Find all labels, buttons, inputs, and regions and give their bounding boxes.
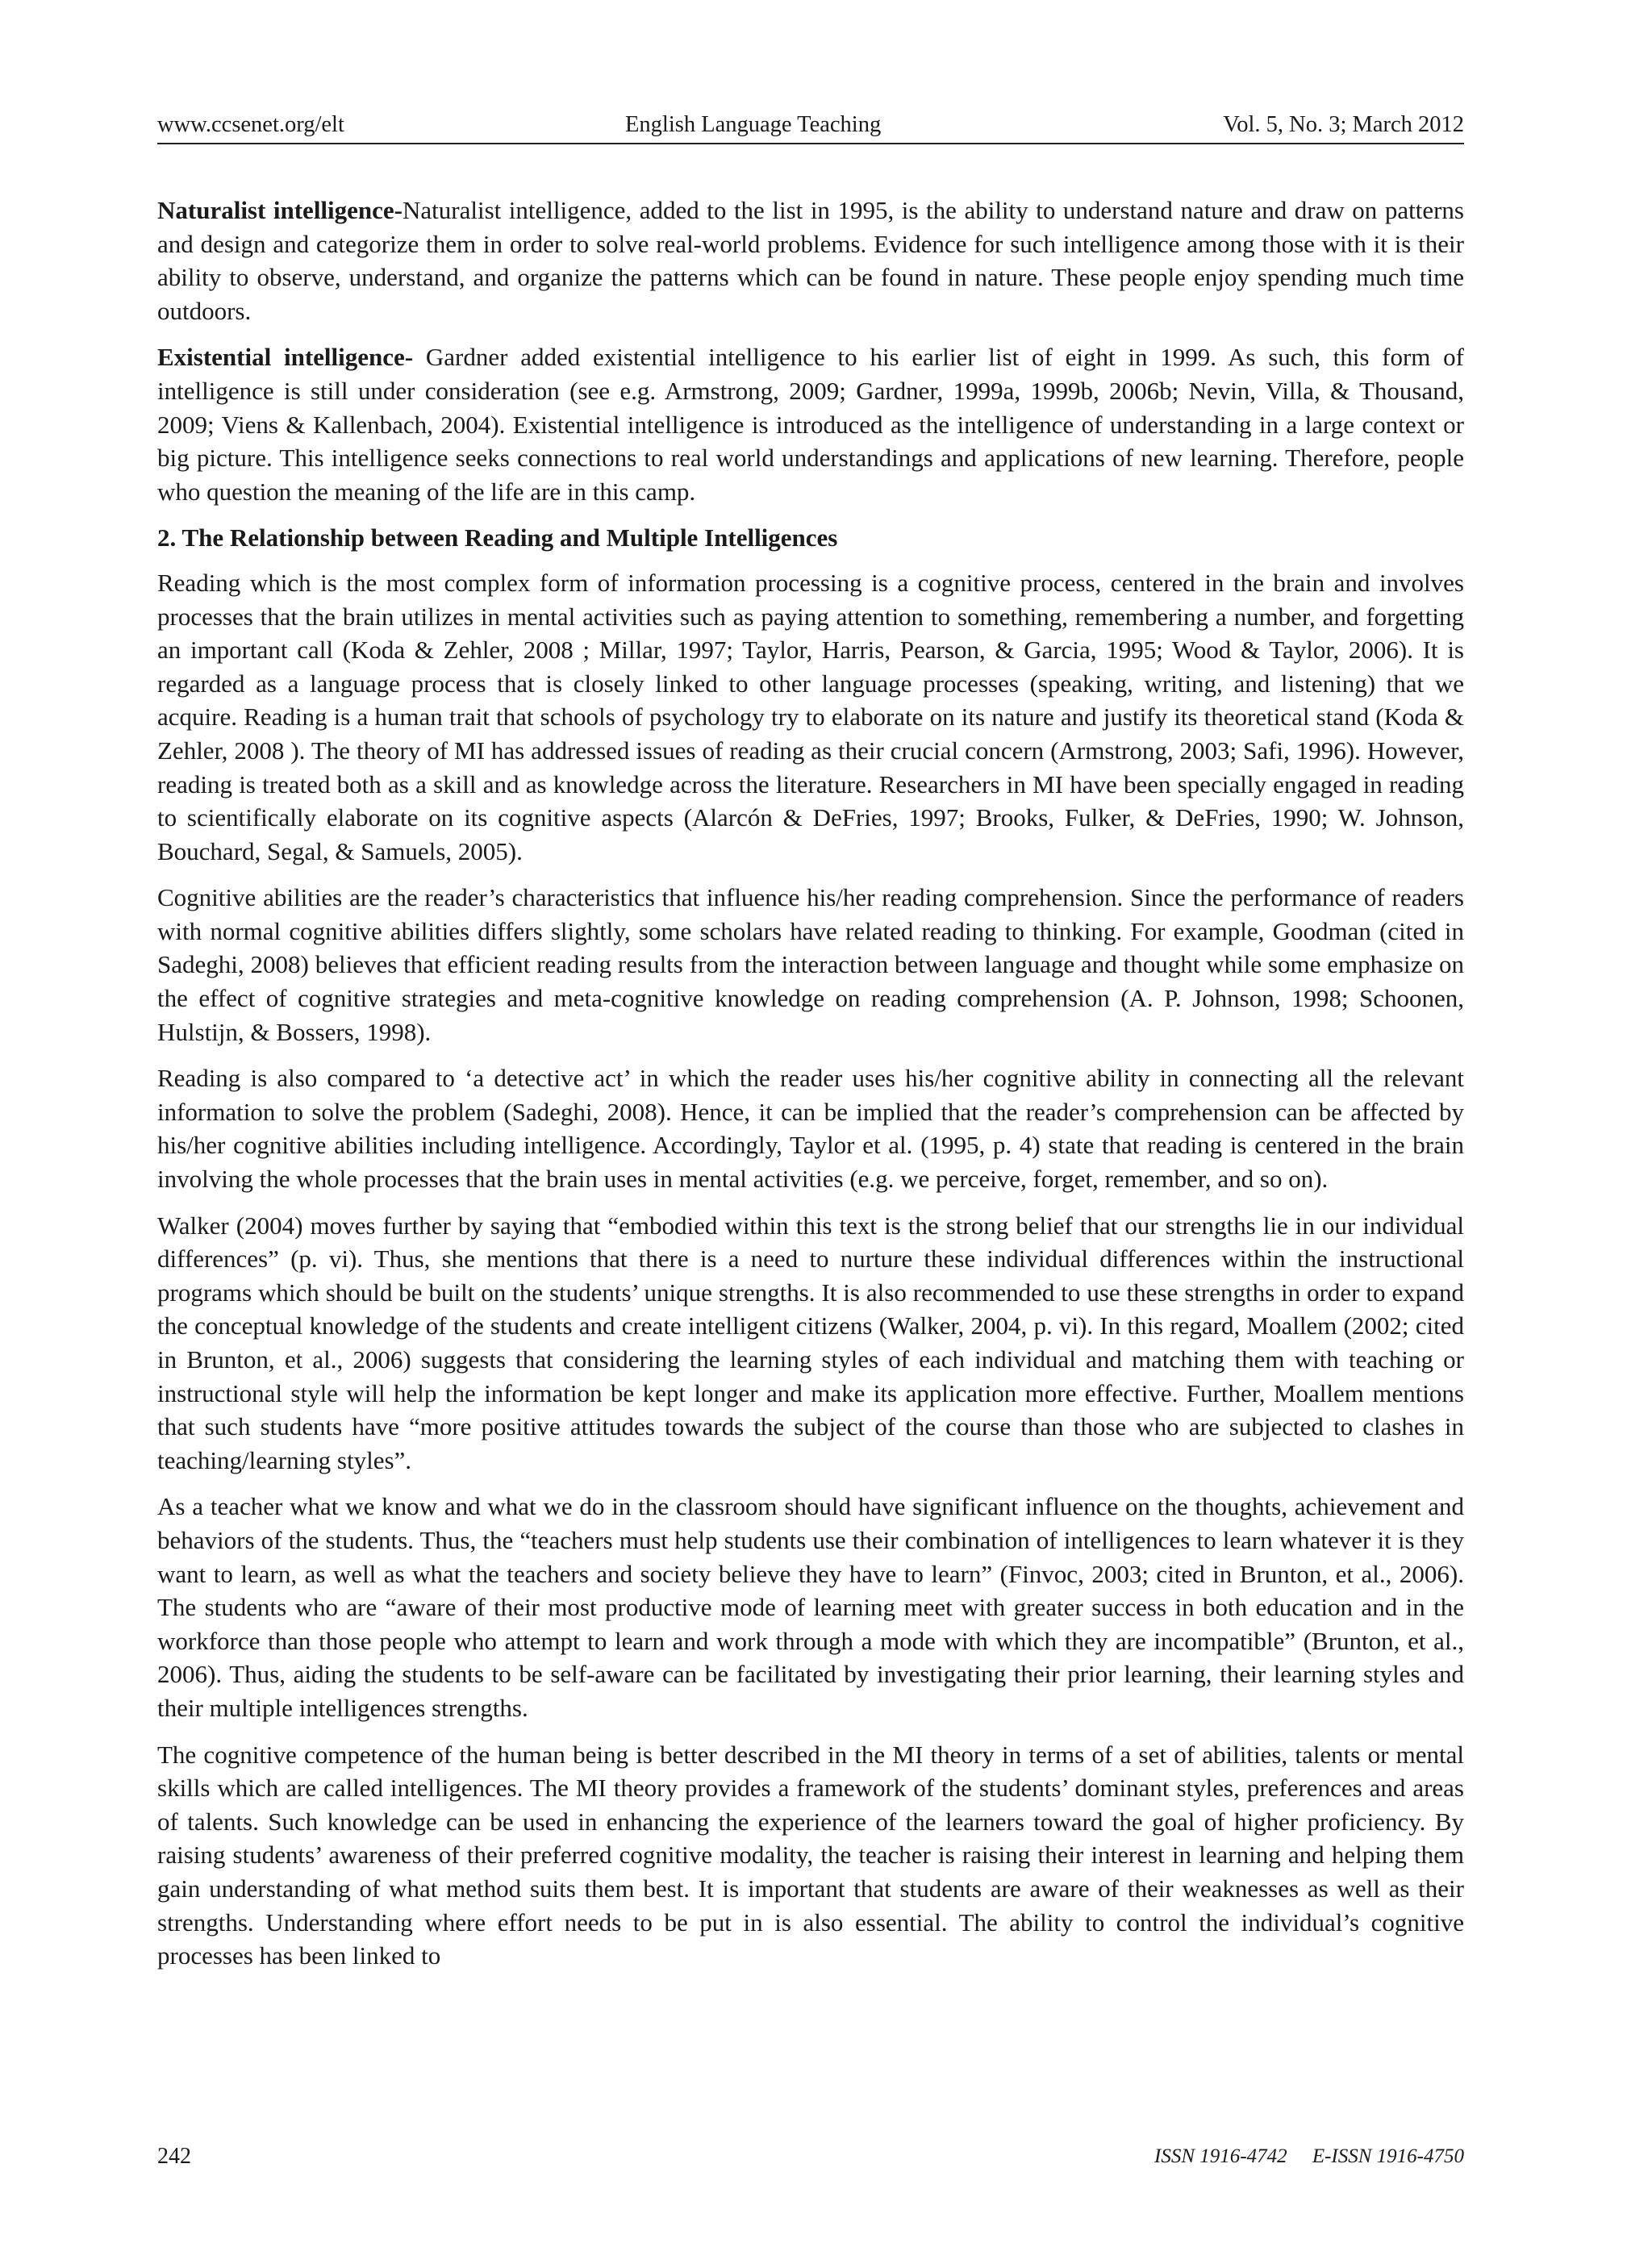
article-body: [157, 194, 1464, 1986]
paragraph: Cognitive abilities are the reader’s characteristics that influence his/her reading comprehension. Since the performance of readers with normal cognitive abilities differs slightly, some scholars have related reading to thinking. For example, Goodman (cited in Sadeghi, 2008) believes that efficient reading results from the interaction between language and thought while some emphasize on the effect of cognitive strategies and meta-cognitive knowledge on reading comprehension (A. P. Johnson, 1998; Schoonen, Hulstijn, & Bossers, 1998).: [157, 883, 1464, 1046]
journal-url: www.ccsenet.org/elt: [157, 112, 344, 137]
paragraph: The cognitive competence of the human being is better described in the MI theory in terms of a set of abilities, talents or mental skills which are called intelligences. The MI theory provides a framework of the students’ dominant styles, preferences and areas of talents. Such knowledge can be used in enhancing the experience of the learners toward the goal of higher proficiency. By raising students’ awareness of their preferred cognitive modality, the teacher is raising their interest in learning and helping them gain understanding of what method suits them best. It is important that students are aware of their weaknesses as well as their strengths. Understanding where effort needs to be put in is also essential. The ability to control the individual’s cognitive processes has been linked to: [157, 1740, 1464, 1970]
paragraph-naturalist-text: Naturalist intelligence, added to the list in 1995, is the ability to understand nature and draw on patterns and design and categorize them in order to solve real-world problems. Evidence for such intelligence among those with it is their ability to observe, understand, and organize the patterns which can be found in nature. These people enjoy spending much time outdoors.: [157, 196, 1464, 325]
paragraph-existential: [157, 340, 1464, 508]
issn-line: ISSN 1916-4742 E-ISSN 1916-4750: [1154, 2145, 1464, 2167]
paragraph: As a teacher what we know and what we do in the classroom should have significant influence on the thoughts, achievement and behaviors of the students. Thus, the “teachers must help students use their combination of intelligences to learn whatever it is they want to learn, as well as what the teachers and society believe they have to learn” (Finvoc, 2003; cited in Brunton, et al., 2006). The students who are “aware of their most productive mode of learning meet with greater success in both education and in the workforce than those people who attempt to learn and work through a mode with which they are incompatible” (Brunton, et al., 2006). Thus, aiding the students to be self-aware can be facilitated by investigating their prior learning, their learning styles and their multiple intelligences strengths.: [157, 1492, 1464, 1722]
paragraph: Reading which is the most complex form of information processing is a cognitive process, centered in the brain and involves processes that the brain utilizes in mental activities such as paying attention to something, remembering a number, and forgetting an important call (Koda & Zehler, 2008 ; Millar, 1997; Taylor, Harris, Pearson, & Garcia, 1995; Wood & Taylor, 2006). It is regarded as a language process that is closely linked to other language processes (speaking, writing, and listening) that we acquire. Reading is a human trait that schools of psychology try to elaborate on its nature and justify its theoretical stand (Koda & Zehler, 2008 ). The theory of MI has addressed issues of reading as their crucial concern (Armstrong, 2003; Safi, 1996). However, reading is treated both as a skill and as knowledge across the literature. Researchers in MI have been specially engaged in reading to scientifically elaborate on its cognitive aspects (Alarcón & DeFries, 1997; Brooks, Fulker, & DeFries, 1990; W. Johnson, Bouchard, Segal, & Samuels, 2005).: [157, 568, 1464, 865]
paragraph-existential-text: Gardner added existential intelligence to his earlier list of eight in 1999. As such, this form of intelligence is still under consideration (see e.g. Armstrong, 2009; Gardner, 1999a, 1999b, 2006b; Nevin, Villa, & Thousand, 2009; Viens & Kallenbach, 2004). Existential intelligence is introduced as the intelligence of understanding in a large context or big picture. This intelligence seeks connections to real world understandings and applications of new learning. Therefore, people who question the meaning of the life are in this camp.: [157, 343, 1465, 506]
term-existential: Existential intelligence-: [157, 343, 414, 372]
page-number: 242: [157, 2144, 191, 2169]
paragraph-naturalist: [157, 194, 1464, 327]
paragraph: Reading is also compared to ‘a detective act’ in which the reader uses his/her cognitive ability in connecting all the relevant information to solve the problem (Sadeghi, 2008). Hence, it can be implied that the reader’s comprehension can be affected by his/her cognitive abilities including intelligence. Accordingly, Taylor et al. (1995, p. 4) state that reading is centered in the brain involving the whole processes that the brain uses in mental activities (e.g. we perceive, forget, remember, and so on).: [157, 1064, 1464, 1194]
paragraph: Walker (2004) moves further by saying that “embodied within this text is the strong belief that our strengths lie in our individual differences” (p. vi). Thus, she mentions that there is a need to nurture these individual differences within the instructional programs which should be built on the students’ unique strengths. It is also recommended to use these strengths in order to expand the conceptual knowledge of the students and create intelligent citizens (Walker, 2004, p. vi). In this regard, Moallem (2002; cited in Brunton, et al., 2006) suggests that considering the learning styles of each individual and matching them with teaching or instructional style will help the information be kept longer and make its application more effective. Further, Moallem mentions that such students have “more positive attitudes towards the subject of the course than those who are subjected to clashes in teaching/learning styles”.: [157, 1211, 1464, 1474]
volume-issue: Vol. 5, No. 3; March 2012: [1223, 112, 1464, 137]
running-header: [157, 107, 1464, 144]
section-heading: 2. The Relationship between Reading and Multiple Intelligences: [157, 523, 838, 552]
term-naturalist: Naturalist intelligence-: [157, 196, 403, 224]
journal-title: English Language Teaching: [625, 112, 882, 137]
page-footer: [157, 2144, 1464, 2176]
